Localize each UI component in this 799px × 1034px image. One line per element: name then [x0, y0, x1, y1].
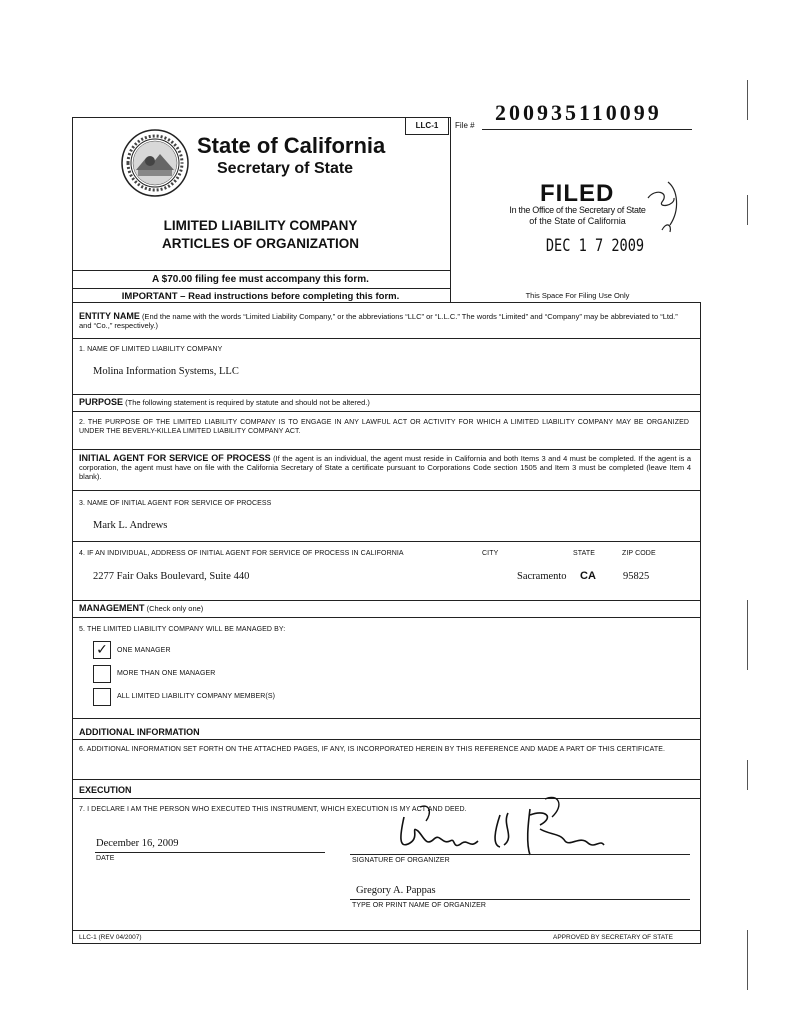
purpose-statement: 2. THE PURPOSE OF THE LIMITED LIABILITY COMPANY IS TO ENGAGE IN ANY LAWFUL ACT OR ACTIVITY FOR WHICH A LIMITED LIABILITY COMPANY MAY BE ORGANIZED UNDER THE BEVERLY-KILLEA LIMITED LIABILITY COMPANY ACT. — [79, 419, 689, 435]
agent-name-value: Mark L. Andrews — [93, 520, 168, 531]
declaration-text: 7. I DECLARE I AM THE PERSON WHO EXECUTED THIS INSTRUMENT, WHICH EXECUTION IS MY ACT AND DEED. — [79, 806, 467, 813]
management-heading-row — [79, 604, 203, 613]
divider — [72, 449, 700, 450]
additional-statement: 6. ADDITIONAL INFORMATION SET FORTH ON THE ATTACHED PAGES, IF ANY, IS INCORPORATED HEREIN BY THIS REFERENCE AND MADE A PART OF THIS CERTIFICATE. — [79, 746, 666, 753]
printed-name-label: TYPE OR PRINT NAME OF ORGANIZER — [352, 902, 487, 909]
file-label: File # — [455, 121, 475, 130]
divider — [72, 779, 700, 780]
more-than-one-manager-label: MORE THAN ONE MANAGER — [117, 670, 216, 677]
agent-heading-row — [79, 454, 691, 481]
one-manager-checkbox[interactable]: ✓ — [93, 641, 111, 659]
scan-mark — [747, 760, 748, 790]
divider — [72, 617, 700, 618]
divider — [72, 739, 700, 740]
divider — [72, 411, 700, 412]
date-label: DATE — [96, 855, 115, 862]
date-line — [95, 852, 325, 853]
agent-city-value: Sacramento — [517, 571, 567, 582]
all-members-checkbox[interactable] — [93, 688, 111, 706]
printed-name-value: Gregory A. Pappas — [356, 885, 436, 896]
one-manager-label: ONE MANAGER — [117, 647, 171, 654]
execution-date-value: December 16, 2009 — [96, 838, 179, 849]
form-code: LLC-1 — [405, 117, 449, 135]
divider — [72, 541, 700, 542]
purpose-note: (The following statement is required by statute and should not be altered.) — [125, 398, 370, 407]
management-note: (Check only one) — [146, 604, 204, 613]
divider — [72, 490, 700, 491]
entity-name-note: (End the name with the words “Limited Liability Company,” or the abbreviations “LLC” or “L.L.C.” The words “Limited” and “Company” may be abbreviated to “Ltd.” and “Co.,” respectively.) — [79, 312, 678, 330]
signature-label: SIGNATURE OF ORGANIZER — [352, 857, 450, 864]
purpose-heading-row — [79, 398, 691, 407]
scan-mark — [747, 600, 748, 670]
file-number: 200935110099 — [495, 100, 662, 125]
item5-label: 5. THE LIMITED LIABILITY COMPANY WILL BE MANAGED BY: — [79, 626, 286, 633]
execution-heading: EXECUTION — [79, 785, 132, 795]
filed-stamp-title: FILED — [540, 180, 615, 207]
zip-label: ZIP CODE — [622, 550, 656, 557]
state-seal-icon — [120, 128, 190, 198]
important-notice: IMPORTANT – Read instructions before completing this form. — [121, 291, 400, 302]
agent-address-value: 2277 Fair Oaks Boulevard, Suite 440 — [93, 571, 250, 582]
filed-stamp-line2: of the State of California — [529, 216, 626, 226]
filing-use-label: This Space For Filing Use Only — [525, 291, 630, 300]
fee-notice: A $70.00 filing fee must accompany this form. — [152, 274, 369, 285]
divider — [72, 718, 700, 719]
divider — [72, 930, 700, 931]
filed-date: DEC 1 7 2009 — [545, 236, 645, 256]
agent-note: (If the agent is an individual, the agent must reside in California and both Items 3 and 4 must be completed. If the agent is a corporation, the agent must have on file with the California Secretary of State a certificate pursuant to Corporations Code section 1505 and Item 3 must be completed (leave Item 4 blank). — [79, 454, 691, 481]
scan-mark — [747, 80, 748, 120]
item4-label: 4. IF AN INDIVIDUAL, ADDRESS OF INITIAL AGENT FOR SERVICE OF PROCESS IN CALIFORNIA — [79, 550, 404, 557]
agent-zip-value: 95825 — [623, 571, 650, 582]
more-than-one-manager-checkbox[interactable] — [93, 665, 111, 683]
city-label: CITY — [482, 550, 499, 557]
filed-stamp-line1: In the Office of the Secretary of State — [509, 205, 646, 215]
printed-name-line — [350, 899, 690, 900]
divider — [72, 394, 700, 395]
all-members-label: ALL LIMITED LIABILITY COMPANY MEMBER(S) — [117, 693, 276, 700]
state-title: State of California — [197, 133, 386, 158]
llc-name-value: Molina Information Systems, LLC — [93, 366, 239, 377]
signature-line — [350, 854, 690, 855]
item3-label: 3. NAME OF INITIAL AGENT FOR SERVICE OF PROCESS — [79, 500, 272, 507]
divider — [72, 338, 700, 339]
divider — [72, 270, 450, 271]
additional-heading: ADDITIONAL INFORMATION — [79, 727, 200, 737]
item1-label: 1. NAME OF LIMITED LIABILITY COMPANY — [79, 346, 223, 353]
agent-state-value: CA — [580, 570, 596, 582]
divider — [72, 600, 700, 601]
agent-heading: INITIAL AGENT FOR SERVICE OF PROCESS — [79, 453, 271, 463]
scan-mark — [747, 930, 748, 990]
purpose-heading: PURPOSE — [79, 397, 124, 407]
form-title-line1: LIMITED LIABILITY COMPANY — [163, 218, 358, 233]
scan-mark — [747, 195, 748, 225]
form-title-line2: ARTICLES OF ORGANIZATION — [162, 236, 359, 251]
approved-by: APPROVED BY SECRETARY OF STATE — [553, 934, 673, 941]
state-label: STATE — [573, 550, 596, 557]
stamp-initials-icon — [640, 180, 685, 235]
management-heading: MANAGEMENT — [79, 603, 145, 613]
file-number-underline — [482, 129, 692, 130]
department-title: Secretary of State — [217, 160, 354, 177]
entity-name-heading-row — [79, 312, 691, 330]
entity-name-heading: ENTITY NAME — [79, 311, 140, 321]
divider — [72, 288, 450, 289]
form-revision: LLC-1 (REV 04/2007) — [79, 934, 142, 941]
